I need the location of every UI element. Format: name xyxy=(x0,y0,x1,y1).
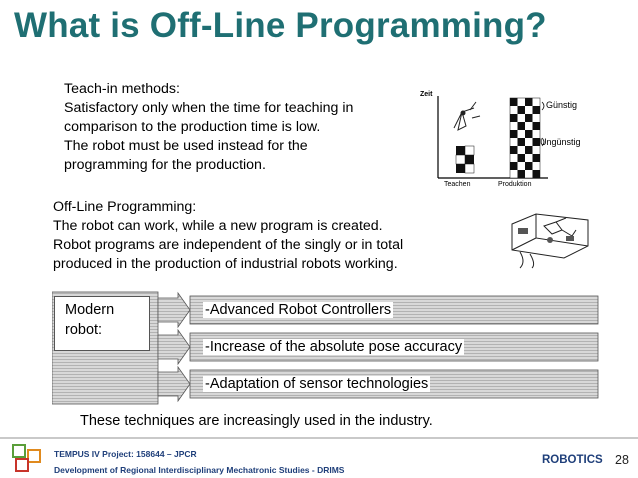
offline-line: Off-Line Programming: xyxy=(53,199,197,215)
modern-robot-line: Modern xyxy=(65,302,115,318)
teach-in-paragraph xyxy=(64,80,404,175)
arrow-right-icon xyxy=(158,367,190,401)
robot-arm-sketch-icon xyxy=(454,102,480,130)
arrow-right-icon xyxy=(158,293,190,327)
teach-in-line: Teach-in methods: xyxy=(64,81,180,97)
footer-divider xyxy=(0,437,638,439)
footer-project: TEMPUS IV Project: 158644 – JPCR xyxy=(54,449,197,459)
teach-in-line: comparison to the production time is low. xyxy=(64,119,321,135)
figure-x-label: Teachen xyxy=(444,181,471,188)
figure-annotation: Ungünstig xyxy=(540,137,581,147)
offline-paragraph xyxy=(53,198,453,274)
modern-robot-box xyxy=(54,296,150,351)
technique-label: -Advanced Robot Controllers xyxy=(205,302,392,318)
figure-annotation: Günstig xyxy=(546,100,578,110)
modern-robot-line: robot: xyxy=(65,322,103,338)
summary-text: These techniques are increasingly used in the industry. xyxy=(80,413,433,429)
teach-bar xyxy=(456,146,474,173)
figure-y-label: Zeit xyxy=(420,91,433,98)
technique-label: -Adaptation of sensor technologies xyxy=(205,376,429,392)
slide-title: What is Off-Line Programming? xyxy=(14,6,547,45)
offline-line: produced in the production of industrial robots working. xyxy=(53,256,398,272)
teach-in-line: programming for the production. xyxy=(64,157,266,173)
offline-line: The robot can work, while a new program is created. xyxy=(53,218,383,234)
figure-x-label: Produktion xyxy=(498,181,532,188)
teach-in-line: Satisfactory only when the time for teaching in xyxy=(64,100,354,116)
arrow-right-icon xyxy=(158,330,190,364)
teach-in-line: The robot must be used instead for the xyxy=(64,138,308,154)
production-bar xyxy=(510,98,540,178)
robot-cell-illustration-icon xyxy=(506,210,594,270)
teach-vs-production-figure xyxy=(418,88,594,188)
footer-section: ROBOTICS xyxy=(542,454,603,466)
page-number: 28 xyxy=(615,453,629,467)
tempus-logo-icon xyxy=(10,440,44,474)
offline-line: Robot programs are independent of the singly or in total xyxy=(53,237,404,253)
footer-development: Development of Regional Interdisciplinary Mechatronic Studies - DRIMS xyxy=(54,465,345,475)
technique-label: -Increase of the absolute pose accuracy xyxy=(205,339,463,355)
